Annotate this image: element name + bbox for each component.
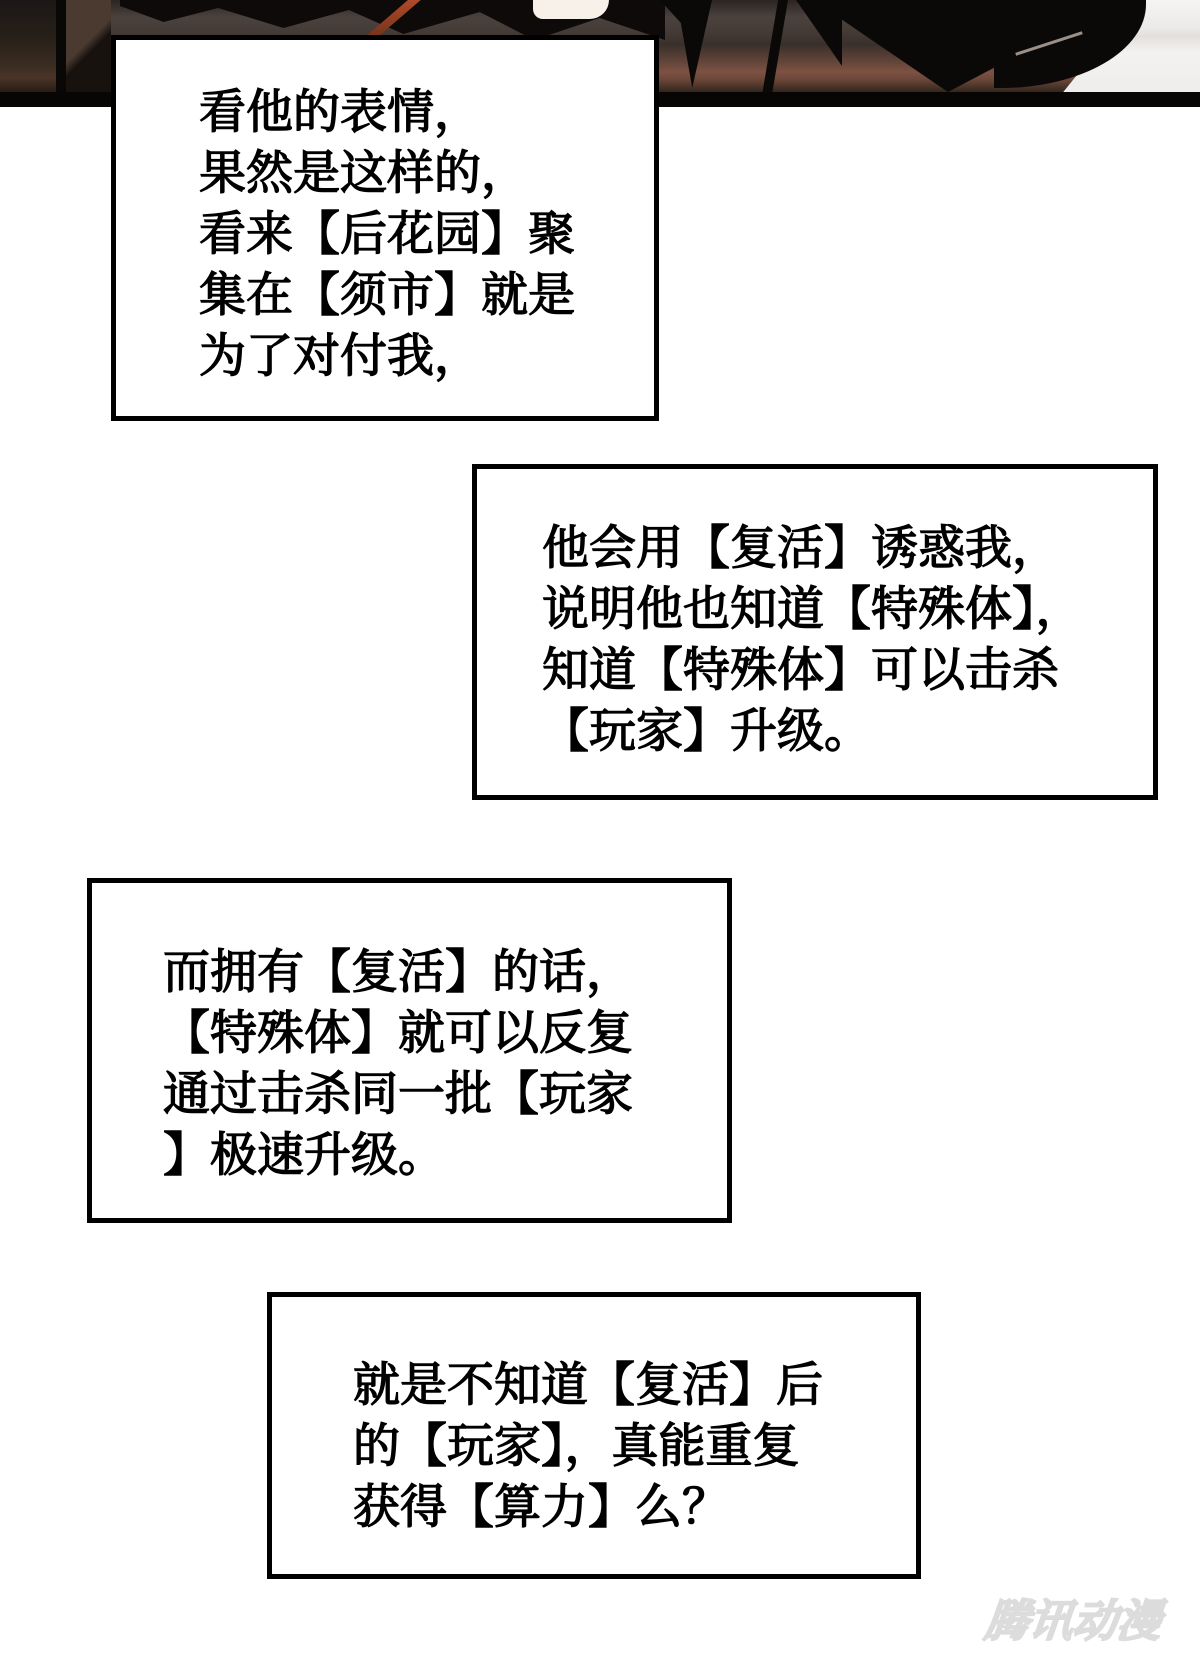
bubble-3-line-2: 【特殊体】就可以反复 [163, 1006, 633, 1061]
bubble-1-line-1: 看他的表情， [199, 85, 481, 140]
bubble-1-line-2: 果然是这样的， [199, 146, 528, 201]
artwork-left-panel-2 [66, 0, 111, 95]
bubble-2-line-2: 说明他也知道【特殊体】， [542, 582, 1083, 637]
bubble-3-line-3: 通过击杀同一批【玩家 [163, 1067, 633, 1122]
thought-bubble-1 [111, 35, 659, 421]
artwork-left-panel [0, 0, 58, 95]
thought-bubble-4 [267, 1292, 921, 1579]
bubble-3-line-1: 而拥有【复活】的话， [163, 945, 633, 1000]
bubble-4-line-2: 的【玩家】，真能重复 [353, 1419, 800, 1474]
bubble-2-line-1: 他会用【复活】诱惑我， [542, 521, 1059, 576]
bubble-2-line-3: 知道【特殊体】可以击杀 [542, 643, 1059, 698]
bubble-2-line-4: 【玩家】升级。 [542, 704, 871, 759]
bubble-1-line-4: 集在【须市】就是 [199, 268, 575, 323]
thought-bubble-2 [472, 464, 1158, 800]
bubble-4-line-1: 就是不知道【复活】后 [353, 1358, 823, 1413]
bubble-4-line-3: 获得【算力】么？ [353, 1480, 729, 1535]
tencent-comics-watermark: 腾讯动漫 [982, 1596, 1164, 1647]
thought-bubble-3 [87, 878, 732, 1223]
bubble-1-line-3: 看来【后花园】聚 [199, 207, 575, 262]
bubble-1-line-5: 为了对付我， [199, 329, 481, 384]
artwork-white-glow [533, 0, 609, 19]
bubble-3-line-4: 】极速升级。 [163, 1128, 445, 1183]
